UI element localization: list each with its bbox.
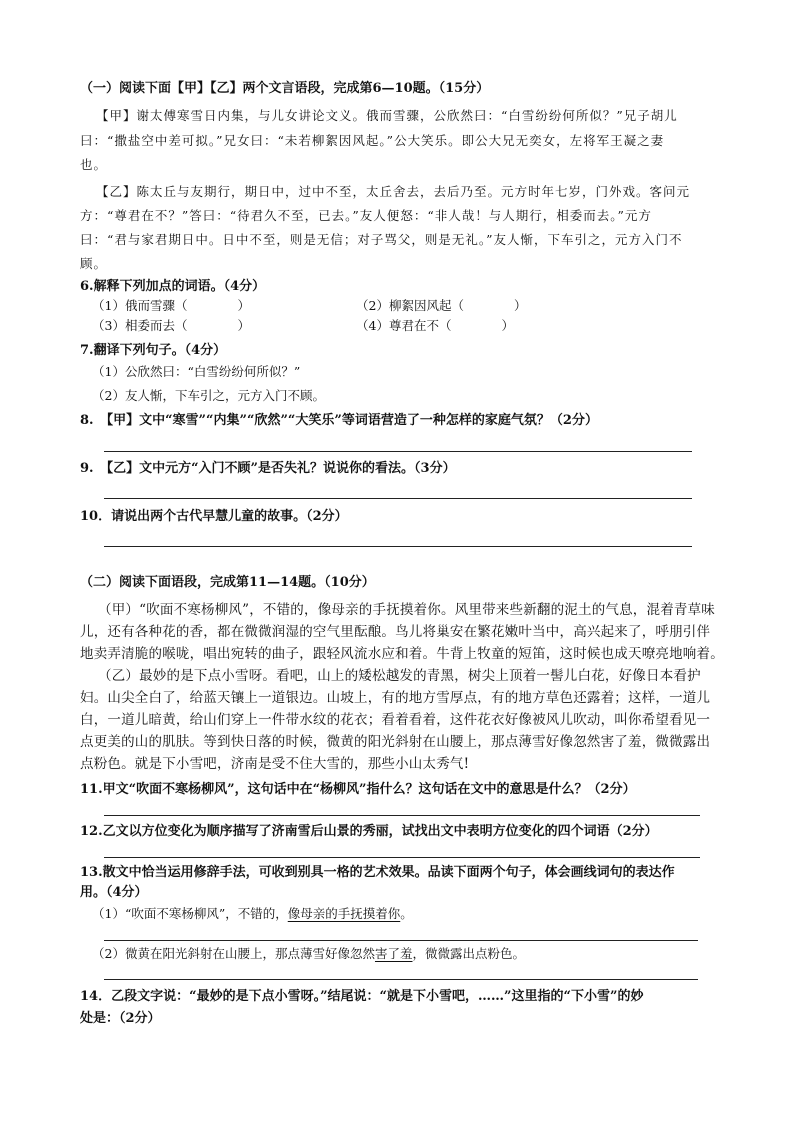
q9-answer-line[interactable] xyxy=(104,498,692,499)
passage-a-line1: （甲）“吹面不寒杨柳风”，不错的，像母亲的手抚摸着你。风里带来些新翻的泥土的气息，混着青草味 xyxy=(98,602,716,618)
section2-header: （二）阅读下面语段，完成第11—14题。（10分） xyxy=(80,575,375,590)
q6-item-3: （3）相委而去（ ） xyxy=(92,318,250,333)
q14-line1: 14．乙段文字说：“最妙的是下点小雪呀。”结尾说：“就是下小雪吧，……”这里指的“下小雪”的妙 xyxy=(80,989,644,1004)
q11-question: 11.甲文“吹面不寒杨柳风”，这句话中在“杨柳风”指什么？这句话在文中的意思是什么？（2分） xyxy=(80,782,636,797)
q6-item-2: （2）柳絮因风起（ ） xyxy=(356,298,527,313)
passage-b-line1: （乙）最妙的是下点小雪呀。看吧，山上的矮松越发的青黑，树尖上顶着一髻儿白花，好像日本看护 xyxy=(98,668,701,684)
q12-question: 12.乙文以方位变化为顺序描写了济南雪后山景的秀丽，试找出文中表明方位变化的四个词语（2分） xyxy=(80,824,658,839)
passage-a-line3: 地卖弄清脆的喉咙，唱出宛转的曲子，跟轻风流水应和着。牛背上牧童的短笛，这时候也成天嘹亮地响着。 xyxy=(80,646,724,662)
q6-title: 6.解释下列加点的词语。（4分） xyxy=(80,279,266,294)
q7-item-1: （1）公欣然曰：“白雪纷纷何所似？” xyxy=(92,364,301,379)
q13-title-line2: 用。（4分） xyxy=(80,885,148,900)
q13-s1-text: （1）“吹面不寒杨柳风”，不错的， xyxy=(92,906,288,921)
q10-answer-line[interactable] xyxy=(104,546,692,547)
passage-yi-line2: 方：“尊君在不？”答曰：“待君久不至，已去。”友人便怒：“非人哉！与人期行，相委而去。”元方 xyxy=(80,208,652,223)
section1-header: （一）阅读下面【甲】【乙】两个文言语段，完成第6—10题。（15分） xyxy=(80,81,490,96)
passage-jia-line3: 也。 xyxy=(80,157,108,172)
q6-item-4: （4）尊君在不（ ） xyxy=(356,318,514,333)
q14-line2: 处是：（2分） xyxy=(80,1011,161,1026)
passage-yi-line3: 曰：“君与家君期日中。日中不至，则是无信；对子骂父，则是无礼。”友人惭，下车引之，元方入门不 xyxy=(80,232,683,247)
passage-b-line2: 妇。山尖全白了，给蓝天镶上一道银边。山坡上，有的地方雪厚点，有的地方草色还露着；这样，一道儿 xyxy=(80,690,711,706)
q7-item-2: （2）友人惭，下车引之，元方入门不顾。 xyxy=(92,388,325,403)
passage-jia-line2: 曰：“撒盐空中差可拟。”兄女曰：“未若柳絮因风起。”公大笑乐。即公大兄无奕女，左将军王凝之妻 xyxy=(80,133,665,148)
passage-b-line5: 点粉色。就是下小雪吧，济南是受不住大雪的，那些小山太秀气! xyxy=(80,756,470,772)
q13-sentence-2 xyxy=(92,948,525,961)
passage-jia-line1: 【甲】谢太傅寒雪日内集，与儿女讲论文义。俄而雪骤，公欣然曰：“白雪纷纷何所似？”兄子胡儿 xyxy=(96,108,678,123)
q13-s1-underlined: 像母亲的手抚摸着你 xyxy=(287,906,401,921)
q8-question: 8. 【甲】文中“寒雪”“内集”“欣然”“大笑乐”等词语营造了一种怎样的家庭气氛？（2分） xyxy=(80,413,598,428)
q13-sentence-1 xyxy=(92,908,413,921)
q10-question: 10．请说出两个古代早慧儿童的故事。（2分） xyxy=(80,509,348,524)
q9-question: 9. 【乙】文中元方“入门不顾”是否失礼？说说你的看法。（3分） xyxy=(80,461,456,476)
q13-s1-answer-line[interactable] xyxy=(104,940,698,941)
q8-answer-line[interactable] xyxy=(104,451,692,452)
q6-item-1: （1）俄而雪骤（ ） xyxy=(92,298,250,313)
q13-title-line1: 13.散文中恰当运用修辞手法，可收到别具一格的艺术效果。品读下面两个句子，体会画线词句的表达作 xyxy=(80,865,675,880)
passage-b-line4: 点更美的山的肌肤。等到快日落的时候，微黄的阳光斜射在山腰上，那点薄雪好像忽然害了羞，微微露出 xyxy=(80,734,711,750)
q13-s2-underlined: 害了羞 xyxy=(374,946,413,961)
q12-answer-line[interactable] xyxy=(104,857,700,858)
passage-yi-line4: 顾。 xyxy=(80,256,108,271)
q13-s2-text: （2）微黄在阳光斜射在山腰上，那点薄雪好像忽然 xyxy=(92,946,375,961)
passage-a-line2: 儿，还有各种花的香，都在微微润湿的空气里酝酿。鸟儿将巢安在繁花嫩叶当中，高兴起来了，呼朋引伴 xyxy=(80,624,711,640)
q11-answer-line[interactable] xyxy=(104,815,700,816)
q13-s2-end: ，微微露出点粉色。 xyxy=(412,946,525,961)
passage-yi-line1: 【乙】陈太丘与友期行，期日中，过中不至，太丘舍去，去后乃至。元方时年七岁，门外戏。客问元 xyxy=(96,184,691,199)
q13-s2-answer-line[interactable] xyxy=(104,979,698,980)
q13-s1-end: 。 xyxy=(400,906,413,921)
passage-b-line3: 白，一道儿暗黄，给山们穿上一件带水纹的花衣；看着看着，这件花衣好像被风儿吹动，叫你希望看见一 xyxy=(80,712,711,728)
q7-title: 7.翻译下列句子。（4分） xyxy=(80,343,227,358)
